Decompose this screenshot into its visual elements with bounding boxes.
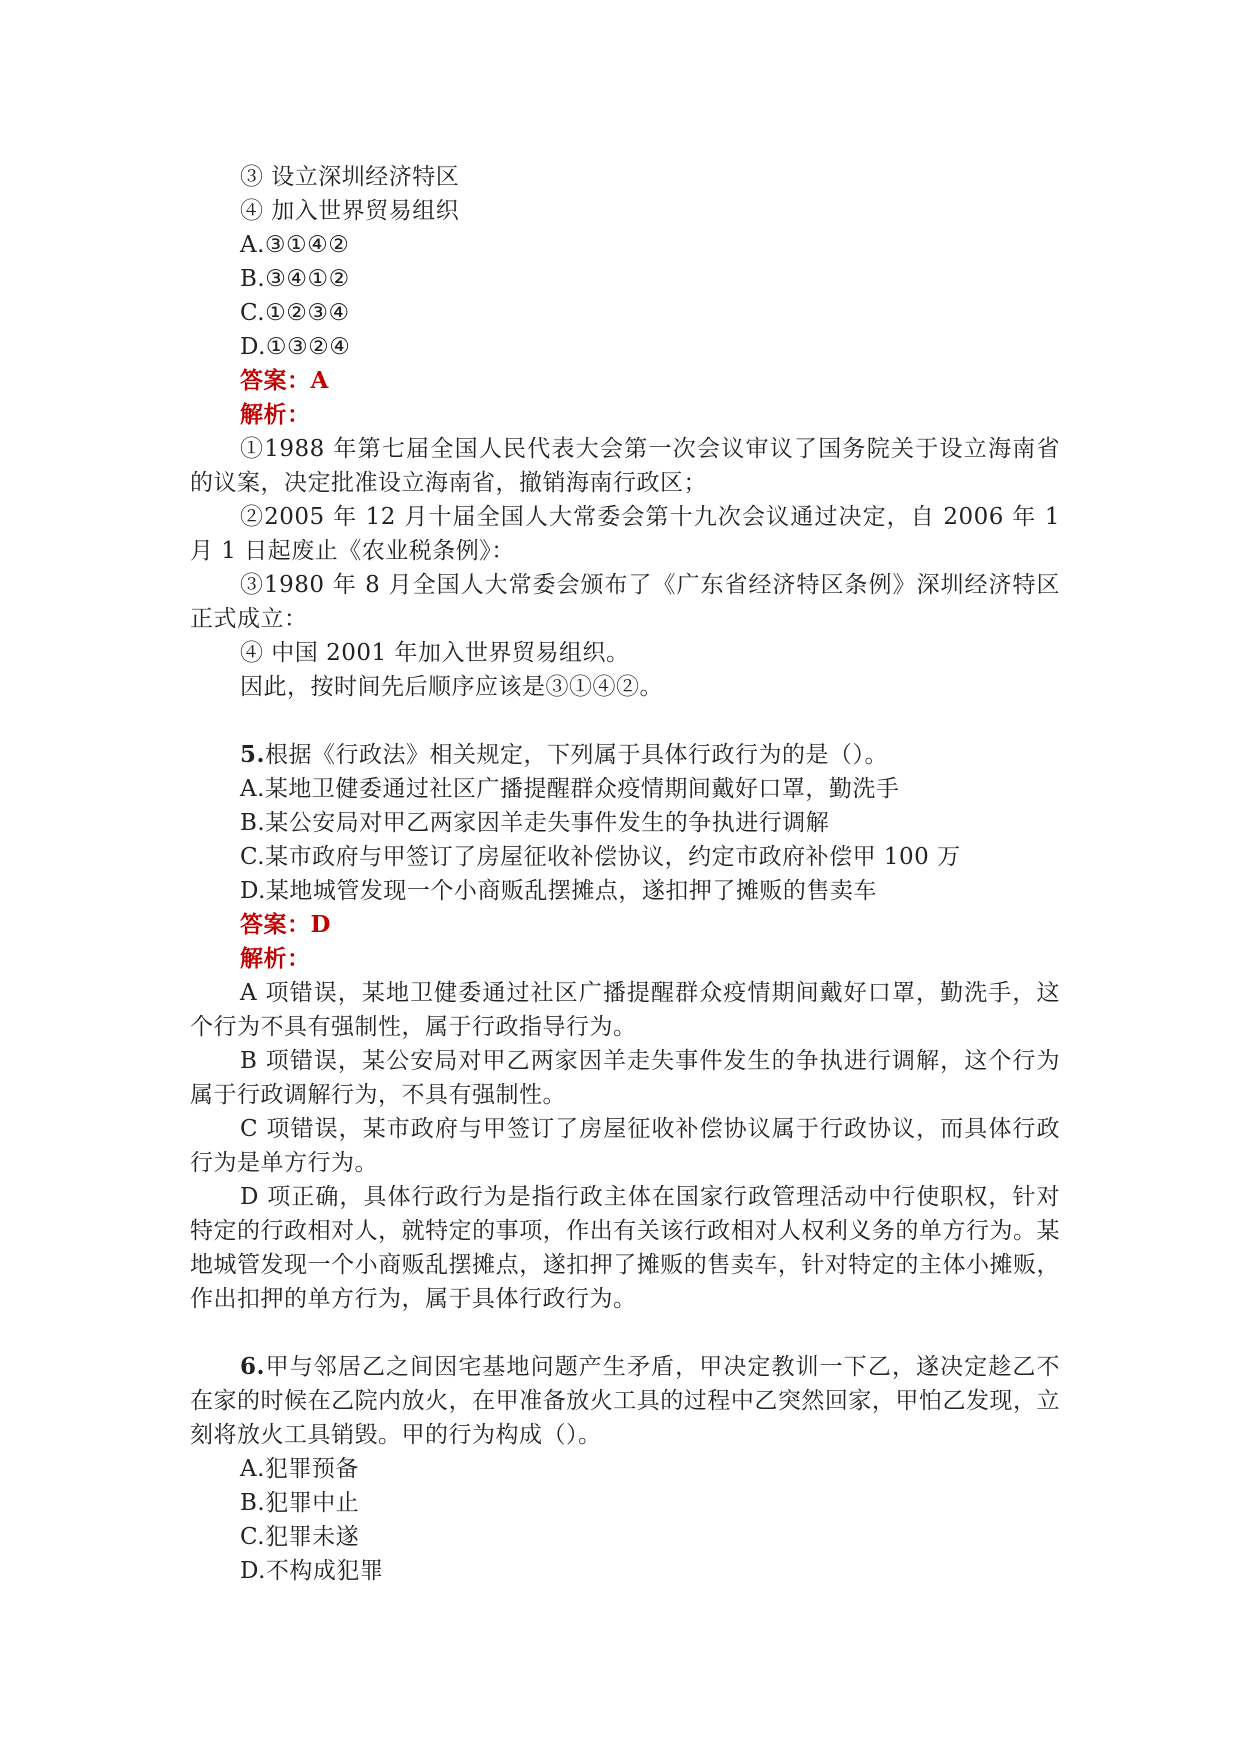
question-text: 根据《行政法》相关规定，下列属于具体行政行为的是（）。 <box>265 742 889 768</box>
analysis-label: 解析： <box>240 945 311 972</box>
question-6 <box>190 1350 1060 1588</box>
analysis-paragraph: B 项错误，某公安局对甲乙两家因羊走失事件发生的争执进行调解，这个行为属于行政调解行为，不具有强制性。 <box>190 1048 1060 1108</box>
statement-option-3: ③ 设立深圳经济特区 <box>240 164 460 190</box>
statement-option-4: ④ 加入世界贸易组织 <box>240 198 460 224</box>
analysis-label: 解析： <box>240 401 311 428</box>
choice-c: C.某市政府与甲签订了房屋征收补偿协议，约定市政府补偿甲 100 万 <box>240 844 961 870</box>
choice-b: B.某公安局对甲乙两家因羊走失事件发生的争执进行调解 <box>240 810 830 836</box>
choice-d: D.①③②④ <box>240 334 351 360</box>
analysis-paragraph: ②2005 年 12 月十届全国人大常委会第十九次会议通过决定，自 2006 年 1 月 1 日起废止《农业税条例》： <box>190 504 1060 564</box>
choice-c: C.犯罪未遂 <box>240 1524 360 1550</box>
analysis-paragraph: ④ 中国 2001 年加入世界贸易组织。 <box>240 640 630 666</box>
spacer <box>190 1316 1060 1350</box>
analysis-paragraph: ③1980 年 8 月全国人大常委会颁布了《广东省经济特区条例》深圳经济特区正式成立： <box>190 572 1060 632</box>
question-5 <box>190 738 1060 1316</box>
question-number: 6. <box>240 1353 266 1380</box>
answer-label: 答案：D <box>240 911 331 938</box>
spacer <box>190 704 1060 738</box>
question-text: 甲与邻居乙之间因宅基地问题产生矛盾，甲决定教训一下乙，遂决定趁乙不在家的时候在乙院内放火，在甲准备放火工具的过程中乙突然回家，甲怕乙发现，立刻将放火工具销毁。甲的行为构成（）。 <box>190 1354 1060 1448</box>
page-content <box>190 160 1060 1588</box>
choice-d: D.不构成犯罪 <box>240 1558 384 1584</box>
choice-c: C.①②③④ <box>240 300 350 326</box>
choice-b: B.犯罪中止 <box>240 1490 360 1516</box>
choice-b: B.③④①② <box>240 266 350 292</box>
choice-a: A.犯罪预备 <box>240 1456 359 1482</box>
question-number: 5. <box>240 741 266 768</box>
analysis-paragraph: D 项正确，具体行政行为是指行政主体在国家行政管理活动中行使职权，针对特定的行政相对人，就特定的事项，作出有关该行政相对人权利义务的单方行为。某地城管发现一个小商贩乱摆摊点，遂扣押了摊贩的售卖车，针对特定的主体小摊贩，作出扣押的单方行为，属于具体行政行为。 <box>190 1184 1060 1312</box>
analysis-paragraph: A 项错误，某地卫健委通过社区广播提醒群众疫情期间戴好口罩，勤洗手，这个行为不具有强制性，属于行政指导行为。 <box>190 980 1060 1040</box>
question-4-continued <box>190 160 1060 704</box>
choice-d: D.某地城管发现一个小商贩乱摆摊点，遂扣押了摊贩的售卖车 <box>240 878 877 904</box>
answer-label: 答案：A <box>240 367 329 394</box>
analysis-paragraph: C 项错误，某市政府与甲签订了房屋征收补偿协议属于行政协议，而具体行政行为是单方行为。 <box>190 1116 1060 1176</box>
choice-a: A.③①④② <box>240 232 350 258</box>
question-stem <box>190 738 1060 772</box>
question-stem <box>190 1350 1060 1452</box>
analysis-paragraph: 因此，按时间先后顺序应该是③①④②。 <box>240 674 663 700</box>
choice-a: A.某地卫健委通过社区广播提醒群众疫情期间戴好口罩，勤洗手 <box>240 776 900 802</box>
analysis-paragraph: ①1988 年第七届全国人民代表大会第一次会议审议了国务院关于设立海南省的议案，决定批准设立海南省，撤销海南行政区； <box>190 436 1060 496</box>
